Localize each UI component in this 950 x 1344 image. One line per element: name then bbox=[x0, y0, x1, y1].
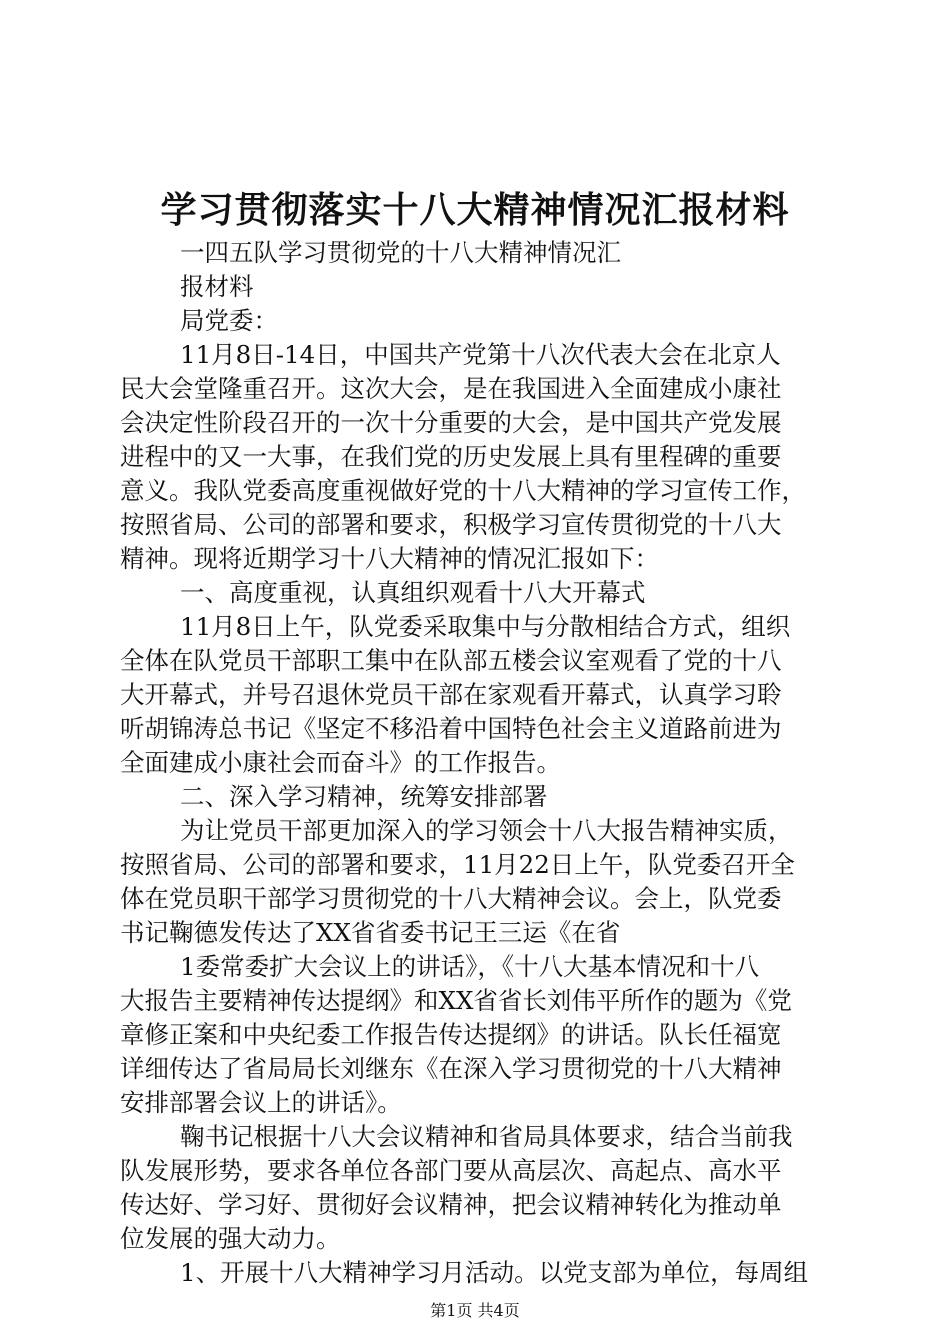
body-line: 鞠书记根据十八大会议精神和省局具体要求，结合当前我 bbox=[180, 1122, 793, 1151]
body-line: 体在党员职干部学习贯彻党的十八大精神会议。会上，队党委 bbox=[120, 884, 782, 913]
body-line: 全面建成小康社会而奋斗》的工作报告。 bbox=[120, 748, 561, 777]
body-line: 精神。现将近期学习十八大精神的情况汇报如下： bbox=[120, 544, 659, 573]
section-heading: 一、高度重视，认真组织观看十八大开幕式 bbox=[180, 578, 646, 607]
body-line: 1、开展十八大精神学习月活动。以党支部为单位，每周组 bbox=[180, 1258, 809, 1287]
body-line: 安排部署会议上的讲话》。 bbox=[120, 1088, 402, 1117]
body-line: 为让党员干部更加深入的学习领会十八大报告精神实质， bbox=[180, 816, 793, 845]
body-line: 书记鞠德发传达了XX省省委书记王三运《在省 bbox=[120, 918, 621, 947]
section-heading: 二、深入学习精神，统筹安排部署 bbox=[180, 782, 548, 811]
body-line: 进程中的又一大事，在我们党的历史发展上具有里程碑的重要 bbox=[120, 442, 782, 471]
body-line: 1委常委扩大会议上的讲话》，《十八大基本情况和十八 bbox=[180, 952, 760, 981]
body-line: 报材料 bbox=[180, 272, 254, 301]
body-line: 11月8日上午，队党委采取集中与分散相结合方式，组织 bbox=[180, 612, 791, 641]
body-line: 意义。我队党委高度重视做好党的十八大精神的学习宣传工作， bbox=[120, 476, 806, 505]
body-line: 大报告主要精神传达提纲》和XX省省长刘伟平所作的题为《党 bbox=[120, 986, 792, 1015]
body-line: 详细传达了省局局长刘继东《在深入学习贯彻党的十八大精神 bbox=[120, 1054, 782, 1083]
body-line: 队发展形势，要求各单位各部门要从高层次、高起点、高水平 bbox=[120, 1156, 782, 1185]
body-line: 局党委： bbox=[180, 306, 278, 335]
body-line: 传达好、学习好、贯彻好会议精神，把会议精神转化为推动单 bbox=[120, 1190, 782, 1219]
body-line: 一四五队学习贯彻党的十八大精神情况汇 bbox=[180, 238, 621, 267]
body-line: 全体在队党员干部职工集中在队部五楼会议室观看了党的十八 bbox=[120, 646, 782, 675]
body-line: 民大会堂隆重召开。这次大会，是在我国进入全面建成小康社 bbox=[120, 374, 782, 403]
body-line: 会决定性阶段召开的一次十分重要的大会，是中国共产党发展 bbox=[120, 408, 782, 437]
body-line: 按照省局、公司的部署和要求，积极学习宣传贯彻党的十八大 bbox=[120, 510, 782, 539]
body-line: 11月8日-14日，中国共产党第十八次代表大会在北京人 bbox=[180, 340, 781, 369]
body-line: 按照省局、公司的部署和要求，11月22日上午，队党委召开全 bbox=[120, 850, 795, 879]
body-line: 章修正案和中央纪委工作报告传达提纲》的讲话。队长任福宽 bbox=[120, 1020, 782, 1049]
body-line: 位发展的强大动力。 bbox=[120, 1224, 341, 1253]
page-number-footer: 第1页 共4页 bbox=[430, 1301, 520, 1320]
document-title: 学习贯彻落实十八大精神情况汇报材料 bbox=[160, 189, 790, 231]
body-line: 听胡锦涛总书记《坚定不移沿着中国特色社会主义道路前进为 bbox=[120, 714, 782, 743]
body-line: 大开幕式，并号召退休党员干部在家观看开幕式，认真学习聆 bbox=[120, 680, 782, 709]
